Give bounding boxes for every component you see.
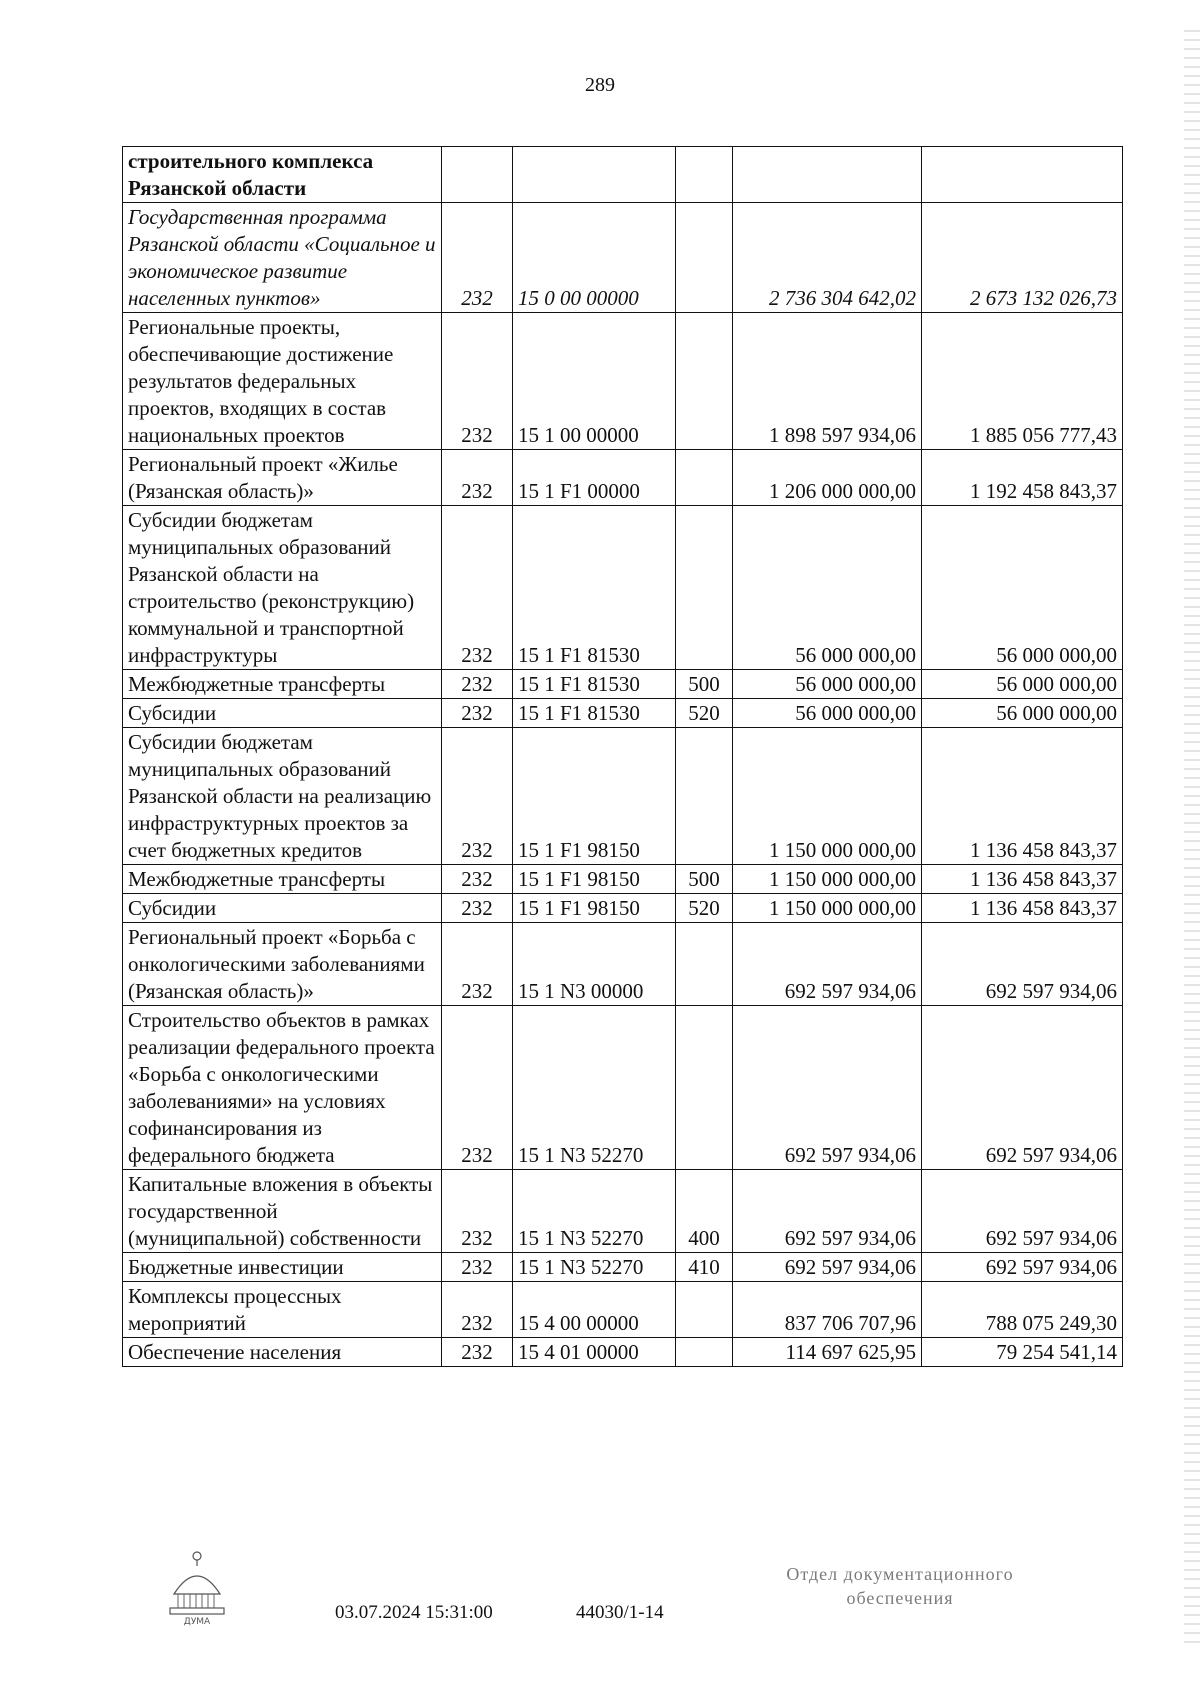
- row-vr-code: 500: [676, 865, 733, 894]
- row-gr-code: 232: [442, 865, 513, 894]
- table-row: [123, 1338, 1123, 1367]
- row-sum-2023: 114 697 625,95: [733, 1338, 922, 1367]
- row-sum-executed: 1 885 056 777,43: [922, 313, 1123, 450]
- budget-table-body: [123, 147, 1123, 1367]
- table-row: [123, 865, 1123, 894]
- row-name: Региональные проекты, обеспечивающие достижение результатов федеральных проектов, входящих в состав национальных проектов: [123, 313, 442, 450]
- row-sum-executed: 692 597 934,06: [922, 1006, 1123, 1170]
- row-vr-code: [676, 450, 733, 506]
- footer-datetime: 03.07.2024 15:31:00: [335, 1602, 493, 1623]
- table-row: [123, 1282, 1123, 1338]
- row-vr-code: 520: [676, 699, 733, 728]
- row-csr-code: 15 1 00 00000: [513, 313, 676, 450]
- row-sum-executed: 692 597 934,06: [922, 923, 1123, 1006]
- row-sum-2023: 1 206 000 000,00: [733, 450, 922, 506]
- row-name: строительного комплекса Рязанской области: [123, 147, 442, 203]
- row-csr-code: 15 1 F1 98150: [513, 865, 676, 894]
- row-sum-executed: 1 136 458 843,37: [922, 728, 1123, 865]
- row-name: Субсидии: [123, 699, 442, 728]
- row-csr-code: 15 4 00 00000: [513, 1282, 676, 1338]
- row-vr-code: 500: [676, 670, 733, 699]
- row-sum-2023: 1 898 597 934,06: [733, 313, 922, 450]
- row-name: Субсидии бюджетам муниципальных образований Рязанской области на реализацию инфраструктурных проектов за счет бюджетных кредитов: [123, 728, 442, 865]
- table-row: [123, 147, 1123, 203]
- row-sum-2023: 692 597 934,06: [733, 1170, 922, 1253]
- row-sum-executed: 1 192 458 843,37: [922, 450, 1123, 506]
- row-csr-code: 15 1 N3 52270: [513, 1006, 676, 1170]
- table-row: [123, 670, 1123, 699]
- row-name: Комплексы процессных мероприятий: [123, 1282, 442, 1338]
- row-gr-code: 232: [442, 313, 513, 450]
- row-csr-code: 15 1 N3 52270: [513, 1170, 676, 1253]
- row-vr-code: 410: [676, 1253, 733, 1282]
- row-sum-executed: 2 673 132 026,73: [922, 203, 1123, 313]
- row-csr-code: 15 1 F1 98150: [513, 728, 676, 865]
- row-gr-code: 232: [442, 1006, 513, 1170]
- row-sum-2023: 1 150 000 000,00: [733, 728, 922, 865]
- row-csr-code: 15 1 F1 00000: [513, 450, 676, 506]
- row-csr-code: 15 0 00 00000: [513, 203, 676, 313]
- row-gr-code: 232: [442, 1338, 513, 1367]
- row-sum-2023: 837 706 707,96: [733, 1282, 922, 1338]
- row-name: Межбюджетные трансферты: [123, 865, 442, 894]
- table-row: [123, 1253, 1123, 1282]
- row-csr-code: 15 1 N3 52270: [513, 1253, 676, 1282]
- table-row: [123, 699, 1123, 728]
- row-vr-code: [676, 313, 733, 450]
- row-name: Межбюджетные трансферты: [123, 670, 442, 699]
- seal-label: ДУМА: [183, 1617, 211, 1627]
- row-csr-code: 15 1 F1 98150: [513, 894, 676, 923]
- row-sum-executed: 1 136 458 843,37: [922, 894, 1123, 923]
- row-sum-executed: 692 597 934,06: [922, 1253, 1123, 1282]
- row-name: Обеспечение населения: [123, 1338, 442, 1367]
- row-csr-code: 15 4 01 00000: [513, 1338, 676, 1367]
- stamp-line-1: Отдел документационного: [786, 1564, 1014, 1584]
- row-sum-executed: 1 136 458 843,37: [922, 865, 1123, 894]
- row-vr-code: 400: [676, 1170, 733, 1253]
- footer-doc-number: 44030/1-14: [576, 1602, 664, 1623]
- row-sum-2023: [733, 147, 922, 203]
- page-number: 289: [585, 74, 615, 96]
- scan-edge-artifact: [1184, 30, 1200, 1650]
- row-vr-code: [676, 1006, 733, 1170]
- row-gr-code: [442, 147, 513, 203]
- row-sum-executed: 788 075 249,30: [922, 1282, 1123, 1338]
- row-gr-code: 232: [442, 1253, 513, 1282]
- table-row: [123, 894, 1123, 923]
- row-csr-code: [513, 147, 676, 203]
- stamp-line-2: обеспечения: [846, 1588, 954, 1608]
- row-sum-executed: 56 000 000,00: [922, 670, 1123, 699]
- table-row: [123, 728, 1123, 865]
- row-sum-2023: 1 150 000 000,00: [733, 894, 922, 923]
- row-gr-code: 232: [442, 699, 513, 728]
- row-vr-code: [676, 1338, 733, 1367]
- table-row: [123, 1170, 1123, 1253]
- row-vr-code: [676, 203, 733, 313]
- row-sum-executed: 56 000 000,00: [922, 506, 1123, 670]
- row-name: Государственная программа Рязанской области «Социальное и экономическое развитие населенных пунктов»: [123, 203, 442, 313]
- row-name: Субсидии бюджетам муниципальных образований Рязанской области на строительство (реконструкцию) коммунальной и транспортной инфраструктуры: [123, 506, 442, 670]
- row-gr-code: 232: [442, 728, 513, 865]
- row-vr-code: [676, 923, 733, 1006]
- row-gr-code: 232: [442, 670, 513, 699]
- row-gr-code: 232: [442, 203, 513, 313]
- row-sum-2023: 56 000 000,00: [733, 670, 922, 699]
- table-row: [123, 203, 1123, 313]
- row-name: Региональный проект «Борьба с онкологическими заболеваниями (Рязанская область)»: [123, 923, 442, 1006]
- row-sum-2023: 56 000 000,00: [733, 506, 922, 670]
- duma-seal-icon: [166, 1548, 228, 1628]
- row-gr-code: 232: [442, 450, 513, 506]
- row-name: Бюджетные инвестиции: [123, 1253, 442, 1282]
- table-row: [123, 923, 1123, 1006]
- row-sum-2023: 692 597 934,06: [733, 1253, 922, 1282]
- row-gr-code: 232: [442, 923, 513, 1006]
- row-vr-code: [676, 1282, 733, 1338]
- row-vr-code: [676, 147, 733, 203]
- row-sum-2023: 2 736 304 642,02: [733, 203, 922, 313]
- table-row: [123, 506, 1123, 670]
- department-stamp: [760, 1562, 1040, 1610]
- row-sum-executed: 692 597 934,06: [922, 1170, 1123, 1253]
- row-vr-code: 520: [676, 894, 733, 923]
- row-sum-2023: 1 150 000 000,00: [733, 865, 922, 894]
- table-row: [123, 450, 1123, 506]
- row-name: Региональный проект «Жилье (Рязанская область)»: [123, 450, 442, 506]
- row-sum-executed: 79 254 541,14: [922, 1338, 1123, 1367]
- row-name: Строительство объектов в рамках реализации федерального проекта «Борьба с онкологическими заболеваниями» на условиях софинансирования из федерального бюджета: [123, 1006, 442, 1170]
- row-name: Капитальные вложения в объекты государственной (муниципальной) собственности: [123, 1170, 442, 1253]
- row-gr-code: 232: [442, 506, 513, 670]
- row-sum-2023: 692 597 934,06: [733, 1006, 922, 1170]
- row-csr-code: 15 1 F1 81530: [513, 699, 676, 728]
- row-csr-code: 15 1 N3 00000: [513, 923, 676, 1006]
- row-csr-code: 15 1 F1 81530: [513, 670, 676, 699]
- row-sum-2023: 56 000 000,00: [733, 699, 922, 728]
- table-row: [123, 1006, 1123, 1170]
- table-row: [123, 313, 1123, 450]
- row-gr-code: 232: [442, 1282, 513, 1338]
- row-sum-executed: 56 000 000,00: [922, 699, 1123, 728]
- row-vr-code: [676, 506, 733, 670]
- row-csr-code: 15 1 F1 81530: [513, 506, 676, 670]
- row-vr-code: [676, 728, 733, 865]
- row-gr-code: 232: [442, 894, 513, 923]
- row-sum-executed: [922, 147, 1123, 203]
- row-name: Субсидии: [123, 894, 442, 923]
- row-gr-code: 232: [442, 1170, 513, 1253]
- row-sum-2023: 692 597 934,06: [733, 923, 922, 1006]
- budget-table: [122, 146, 1123, 1367]
